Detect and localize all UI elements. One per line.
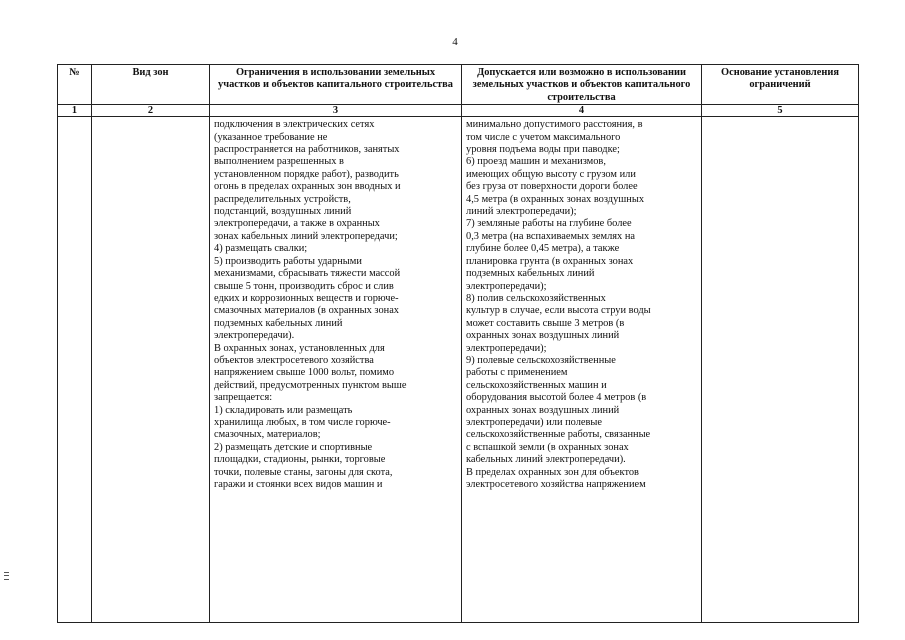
column-number: 5 xyxy=(702,105,859,117)
column-number-row xyxy=(58,105,859,117)
column-number: 2 xyxy=(92,105,210,117)
permitted-text: минимально допустимого расстояния, в том числе с учетом максимального уровня подъема воды при паводке; 6) проезд машин и механизмов, имеющих общую высоту с грузом или без груза от поверхности дороги более 4,5 метра (в охранных зонах воздушных линий электропередачи); 7) земляные работы на глубине более 0,3 метра (на вспахиваемых землях на глубине более 0,45 метра), а также планировка грунта (в охранных зонах подземных кабельных линий электропередачи); 8) полив сельскохозяйственных культур в случае, если высота струи воды может составить свыше 3 метров (в охранных зонах воздушных линий электропередачи); 9) полевые сельскохозяйственные работы с применением сельскохозяйственных машин и оборудования высотой более 4 метров (в охранных зонах воздушных линий электропередачи) или полевые сельскохозяйственные работы, связанные с вспашкой земли (в охранных зонах кабельных линий электропередачи). В пределах охранных зон для объектов электросетевого хозяйства напряжением xyxy=(466,119,651,490)
header-number: № xyxy=(58,65,92,105)
header-restrictions: Ограничения в использовании земельных участков и объектов капитального строительства xyxy=(210,65,462,105)
restrictions-text: подключения в электрических сетях (указанное требование не распространяется на работников, занятых выполнением разрешенных в установленном порядке работ), разводить огонь в пределах охранных зон вводных и распределительных устройств, подстанций, воздушных линий электропередачи, а также в охранных зонах кабельных линий электропередачи; 4) размещать свалки; 5) производить работы ударными механизмами, сбрасывать тяжести массой свыше 5 тонн, производить сброс и слив едких и коррозионных веществ и горюче- смазочных материалов (в охранных зонах подземных кабельных линий электропередачи). В охранных зонах, установленных для объектов электросетевого хозяйства напряжением свыше 1000 вольт, помимо действий, предусмотренных пунктом выше запрещается: 1) складировать или размещать хранилища любых, в том числе горюче- смазочных, материалов; 2) размещать детские и спортивные площадки, стадионы, рынки, торговые точки, полевые станы, загоны для скота, гаражи и стоянки всех видов машин и xyxy=(214,119,407,490)
cell-number xyxy=(58,117,92,623)
cell-permitted xyxy=(462,117,702,623)
column-number: 3 xyxy=(210,105,462,117)
cell-basis xyxy=(702,117,859,623)
header-basis: Основание установления ограничений xyxy=(702,65,859,105)
restrictions-table xyxy=(57,64,859,623)
column-number: 4 xyxy=(462,105,702,117)
column-number: 1 xyxy=(58,105,92,117)
header-row xyxy=(58,65,859,105)
header-permitted: Допускается или возможно в использовании земельных участков и объектов капитального строительства xyxy=(462,65,702,105)
table-row xyxy=(58,117,859,623)
margin-mark xyxy=(4,572,9,580)
header-zone-type: Вид зон xyxy=(92,65,210,105)
page-number: 4 xyxy=(452,36,458,48)
cell-zone-type xyxy=(92,117,210,623)
cell-restrictions xyxy=(210,117,462,623)
